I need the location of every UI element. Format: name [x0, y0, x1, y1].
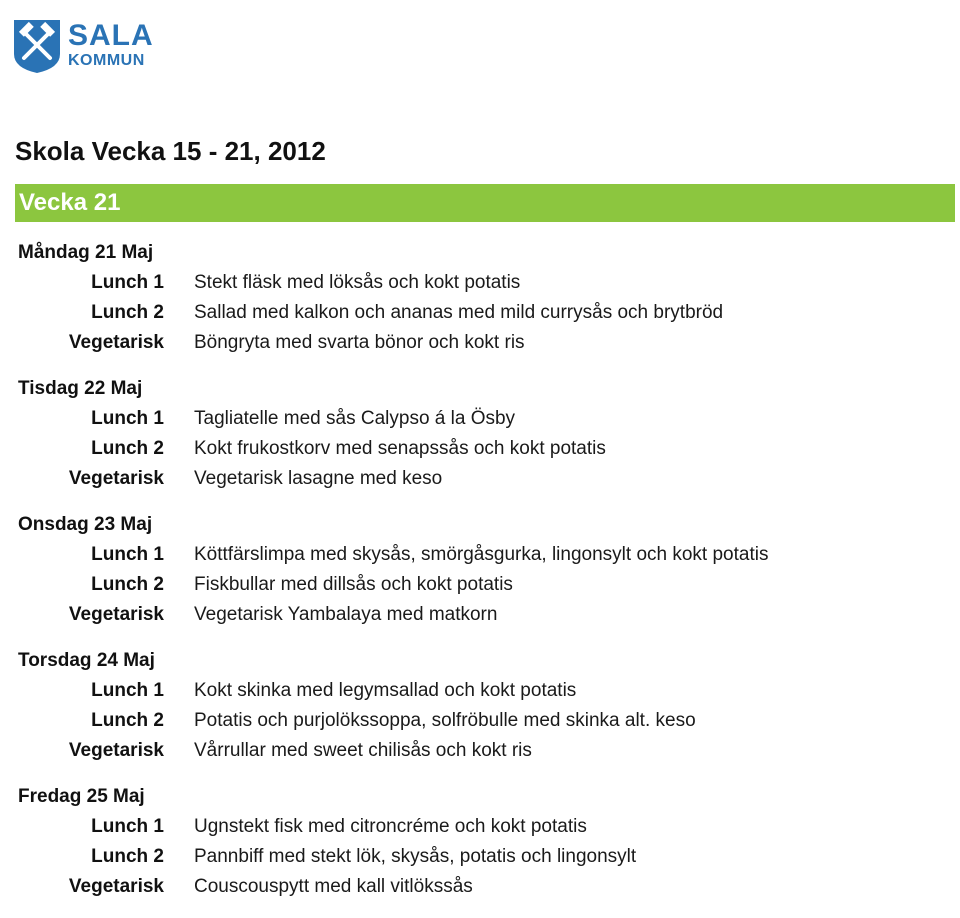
meal-row [0, 298, 960, 328]
day-title: Fredag 25 Maj [18, 786, 145, 807]
meal-label: Lunch 2 [91, 574, 164, 595]
day-title: Tisdag 22 Maj [18, 378, 143, 399]
meal-label: Lunch 2 [91, 846, 164, 867]
meal-dish: Stekt fläsk med löksås och kokt potatis [194, 272, 521, 293]
meal-dish: Kokt frukostkorv med senapssås och kokt potatis [194, 438, 606, 459]
meal-row [0, 812, 960, 842]
meal-label: Lunch 1 [91, 544, 164, 565]
meal-row [0, 600, 960, 630]
meal-dish: Sallad med kalkon och ananas med mild currysås och brytbröd [194, 302, 724, 323]
day-section [0, 646, 960, 782]
meal-row [0, 570, 960, 600]
day-section [0, 510, 960, 646]
meal-label: Lunch 1 [91, 408, 164, 429]
meal-dish: Köttfärslimpa med skysås, smörgåsgurka, lingonsylt och kokt potatis [194, 544, 769, 565]
meal-dish: Böngryta med svarta bönor och kokt ris [194, 332, 525, 353]
day-title: Måndag 21 Maj [18, 242, 154, 263]
meal-row [0, 842, 960, 872]
meal-label: Lunch 1 [91, 680, 164, 701]
meal-label: Vegetarisk [68, 332, 164, 353]
day-title: Torsdag 24 Maj [18, 650, 155, 671]
meal-row [0, 872, 960, 902]
meal-dish: Vegetarisk lasagne med keso [194, 468, 443, 489]
meal-row [0, 736, 960, 766]
week-banner: Vecka 21 [15, 184, 955, 222]
day-section [0, 782, 960, 918]
meal-dish: Vårrullar med sweet chilisås och kokt ris [194, 740, 532, 761]
sala-kommun-logo [12, 18, 162, 78]
logo-name: SALA [68, 19, 154, 52]
meal-row [0, 268, 960, 298]
meal-dish: Fiskbullar med dillsås och kokt potatis [194, 574, 513, 595]
menu-days [0, 238, 960, 918]
meal-dish: Vegetarisk Yambalaya med matkorn [194, 604, 498, 625]
meal-label: Vegetarisk [68, 604, 164, 625]
page-title: Skola Vecka 15 - 21, 2012 [15, 136, 326, 166]
day-section [0, 374, 960, 510]
meal-dish: Kokt skinka med legymsallad och kokt potatis [194, 680, 577, 701]
day-title: Onsdag 23 Maj [18, 514, 153, 535]
meal-label: Lunch 2 [91, 438, 164, 459]
logo-wordmark [68, 20, 154, 70]
meal-label: Vegetarisk [68, 876, 164, 897]
meal-dish: Potatis och purjolökssoppa, solfröbulle med skinka alt. keso [194, 710, 696, 731]
meal-label: Vegetarisk [68, 740, 164, 761]
meal-label: Lunch 1 [91, 272, 164, 293]
meal-row [0, 464, 960, 494]
meal-row [0, 434, 960, 464]
meal-dish: Pannbiff med stekt lök, skysås, potatis och lingonsylt [194, 846, 637, 867]
meal-row [0, 676, 960, 706]
crossed-hammers-shield-icon [12, 18, 62, 74]
day-section [0, 238, 960, 374]
logo-subname: KOMMUN [68, 52, 145, 69]
meal-dish: Tagliatelle med sås Calypso á la Ösby [194, 408, 516, 429]
meal-row [0, 706, 960, 736]
meal-label: Lunch 1 [91, 816, 164, 837]
meal-row [0, 404, 960, 434]
meal-row [0, 540, 960, 570]
meal-dish: Couscouspytt med kall vitlökssås [194, 876, 473, 897]
meal-label: Lunch 2 [91, 710, 164, 731]
meal-dish: Ugnstekt fisk med citroncréme och kokt potatis [194, 816, 587, 837]
meal-label: Lunch 2 [91, 302, 164, 323]
meal-row [0, 328, 960, 358]
meal-label: Vegetarisk [68, 468, 164, 489]
